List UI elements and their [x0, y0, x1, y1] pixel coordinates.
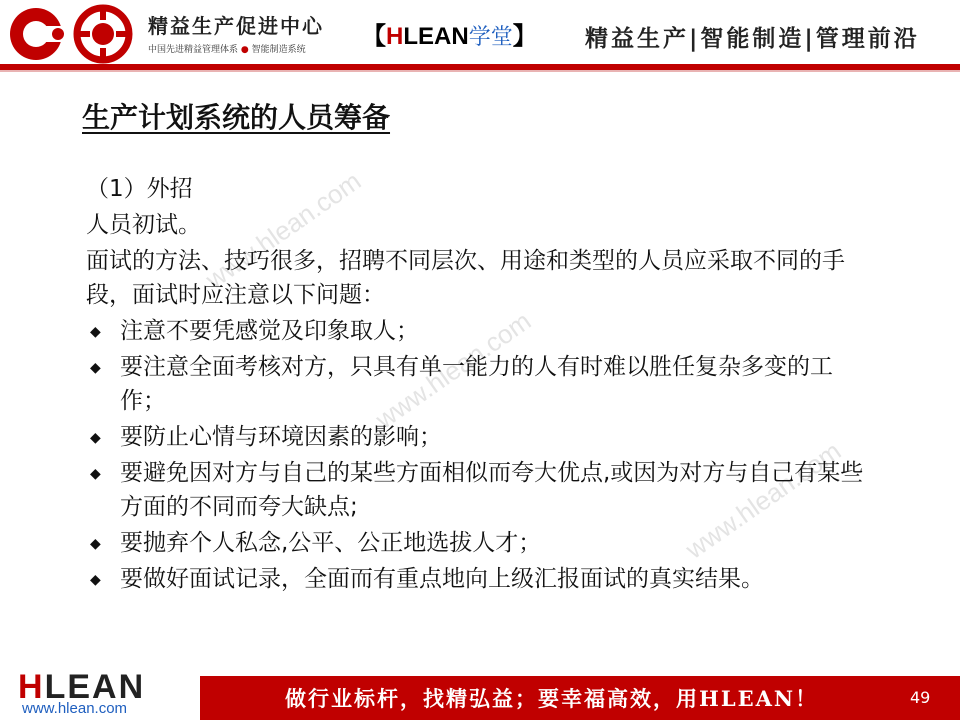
- slide-content: [86, 172, 896, 596]
- diamond-bullet-icon: ◆: [90, 536, 101, 552]
- c-logo-icon: [8, 6, 70, 62]
- footer-slogan: 做行业标杆，找精弘益；要幸福高效，用HLEAN！: [285, 686, 819, 711]
- slide-title: 生产计划系统的人员筹备: [82, 101, 391, 134]
- content-line: 人员初试。: [86, 212, 201, 238]
- list-item: ◆ 注意不要凭感觉及印象取人；: [86, 314, 896, 348]
- gear-logo-icon: [70, 4, 136, 64]
- diamond-bullet-icon: ◆: [90, 430, 101, 446]
- list-item: ◆ 要避免因对方与自己的某些方面相似而夸大优点,或因为对方与自己有某些方面的不同而夸大缺点;: [86, 456, 896, 524]
- list-item: ◆ 要注意全面考核对方，只具有单一能力的人有时难以胜任复杂多变的工作；: [86, 350, 896, 418]
- diamond-bullet-icon: ◆: [90, 360, 101, 376]
- hlean-school-tag: 【HLEAN学堂】: [362, 23, 537, 50]
- header-divider-shadow: [0, 70, 960, 72]
- separator-dot-icon: ●: [240, 45, 249, 55]
- watermark: www.hlean.com: [680, 435, 847, 565]
- brand-name: 精益生产促进中心: [148, 14, 324, 38]
- watermark: www.hlean.com: [370, 305, 537, 435]
- content-paragraph: 面试的方法、技巧很多，招聘不同层次、用途和类型的人员应采取不同的手段，面试时应注意以下问题：: [86, 248, 845, 308]
- footer-url: www.hlean.com: [22, 700, 128, 717]
- footer-logo: HLEAN: [18, 668, 146, 706]
- page-number: 49: [910, 688, 931, 707]
- slide-header: [0, 0, 960, 72]
- list-item: ◆ 要抛弃个人私念,公平、公正地选拔人才；: [86, 526, 896, 560]
- diamond-bullet-icon: ◆: [90, 572, 101, 588]
- header-slogan: 精益生产|智能制造|管理前沿: [585, 26, 920, 52]
- diamond-bullet-icon: ◆: [90, 324, 101, 340]
- list-item: ◆ 要防止心情与环境因素的影响；: [86, 420, 896, 454]
- section-heading: （1）外招: [86, 176, 193, 202]
- brand-subtitle: 中国先进精益管理体系 ● 智能制造系统: [148, 45, 306, 55]
- list-item: ◆ 要做好面试记录，全面而有重点地向上级汇报面试的真实结果。: [86, 562, 896, 596]
- diamond-bullet-icon: ◆: [90, 466, 101, 482]
- bullet-list: [86, 314, 896, 596]
- watermark: www.hlean.com: [200, 165, 367, 295]
